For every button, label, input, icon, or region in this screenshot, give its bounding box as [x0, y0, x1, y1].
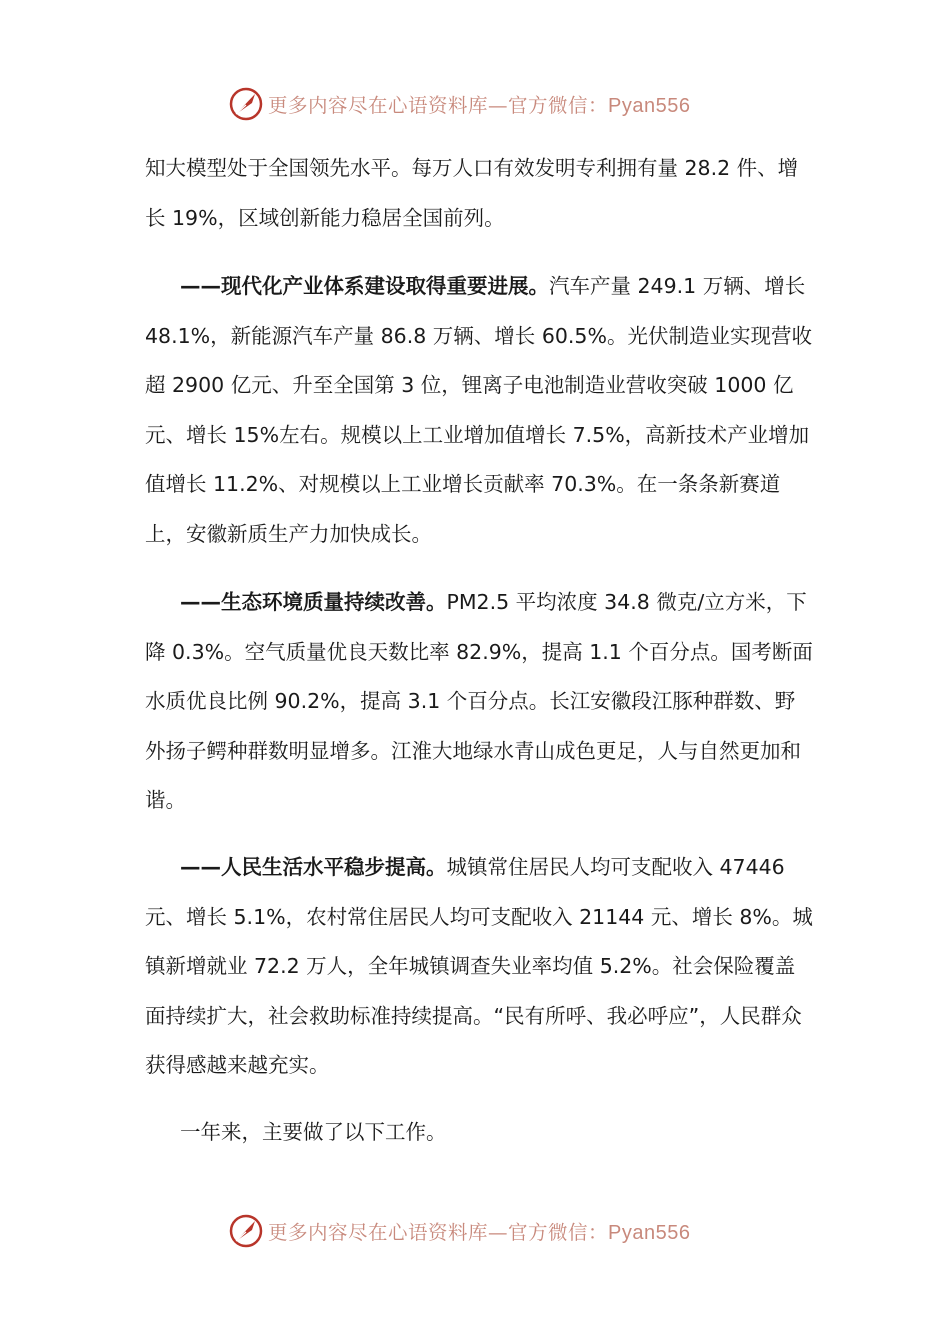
footer-watermark-banner [228, 1211, 690, 1251]
paragraph-lead: ——人民生活水平稳步提高。 [180, 855, 447, 879]
wechat-id: Pyan556 [608, 1222, 691, 1244]
quill-logo-icon [228, 86, 264, 122]
paragraph-livelihood: ——人民生活水平稳步提高。城镇常住居民人均可支配收入 47446 元、增长 5.1%，农村常住居民人均可支配收入 21144 元、增长 8%。城镇新增就业 72.2 万人，全年城镇调查失业率均值 5.2%。社会保险覆盖面持续扩大，社会救助标准持续提高。“民有所呼、我必呼应”，人民群众获得感越来越充实。 [145, 855, 813, 1077]
paragraph-lead: ——生态环境质量持续改善。 [180, 590, 447, 614]
quill-logo-icon [228, 1213, 264, 1249]
wechat-id: Pyan556 [608, 95, 691, 117]
paragraph-industry: ——现代化产业体系建设取得重要进展。汽车产量 249.1 万辆、增长 48.1%，新能源汽车产量 86.8 万辆、增长 60.5%。光伏制造业实现营收超 2900 亿元、升至全国第 3 位，锂离子电池制造业营收突破 1000 亿元、增长 15%左右。规模以上工业增加值增长 7.5%，高新技术产业增加值增长 11.2%、对规模以上工业增长贡献率 70.3%。在一条条新赛道上，安徽新质生产力加快成长。 [145, 274, 812, 546]
paragraph-ecology: ——生态环境质量持续改善。PM2.5 平均浓度 34.8 微克/立方米，下降 0.3%。空气质量优良天数比率 82.9%，提高 1.1 个百分点。国考断面水质优良比例 90.2%，提高 3.1 个百分点。长江安徽段江豚种群数、野外扬子鳄种群数明显增多。江淮大地绿水青山成色更足，人与自然更加和谐。 [145, 590, 813, 812]
paragraph-innovation-tail: 知大模型处于全国领先水平。每万人口有效发明专利拥有量 28.2 件、增长 19%，区域创新能力稳居全国前列。 [145, 156, 799, 230]
paragraph-lead: ——现代化产业体系建设取得重要进展。 [180, 274, 549, 298]
paragraph-summary: 一年来，主要做了以下工作。 [180, 1120, 447, 1144]
header-watermark-banner [228, 84, 690, 124]
banner-text: 更多内容尽在心语资料库—官方微信：Pyan556 [268, 94, 691, 117]
banner-text: 更多内容尽在心语资料库—官方微信：Pyan556 [268, 1221, 691, 1244]
